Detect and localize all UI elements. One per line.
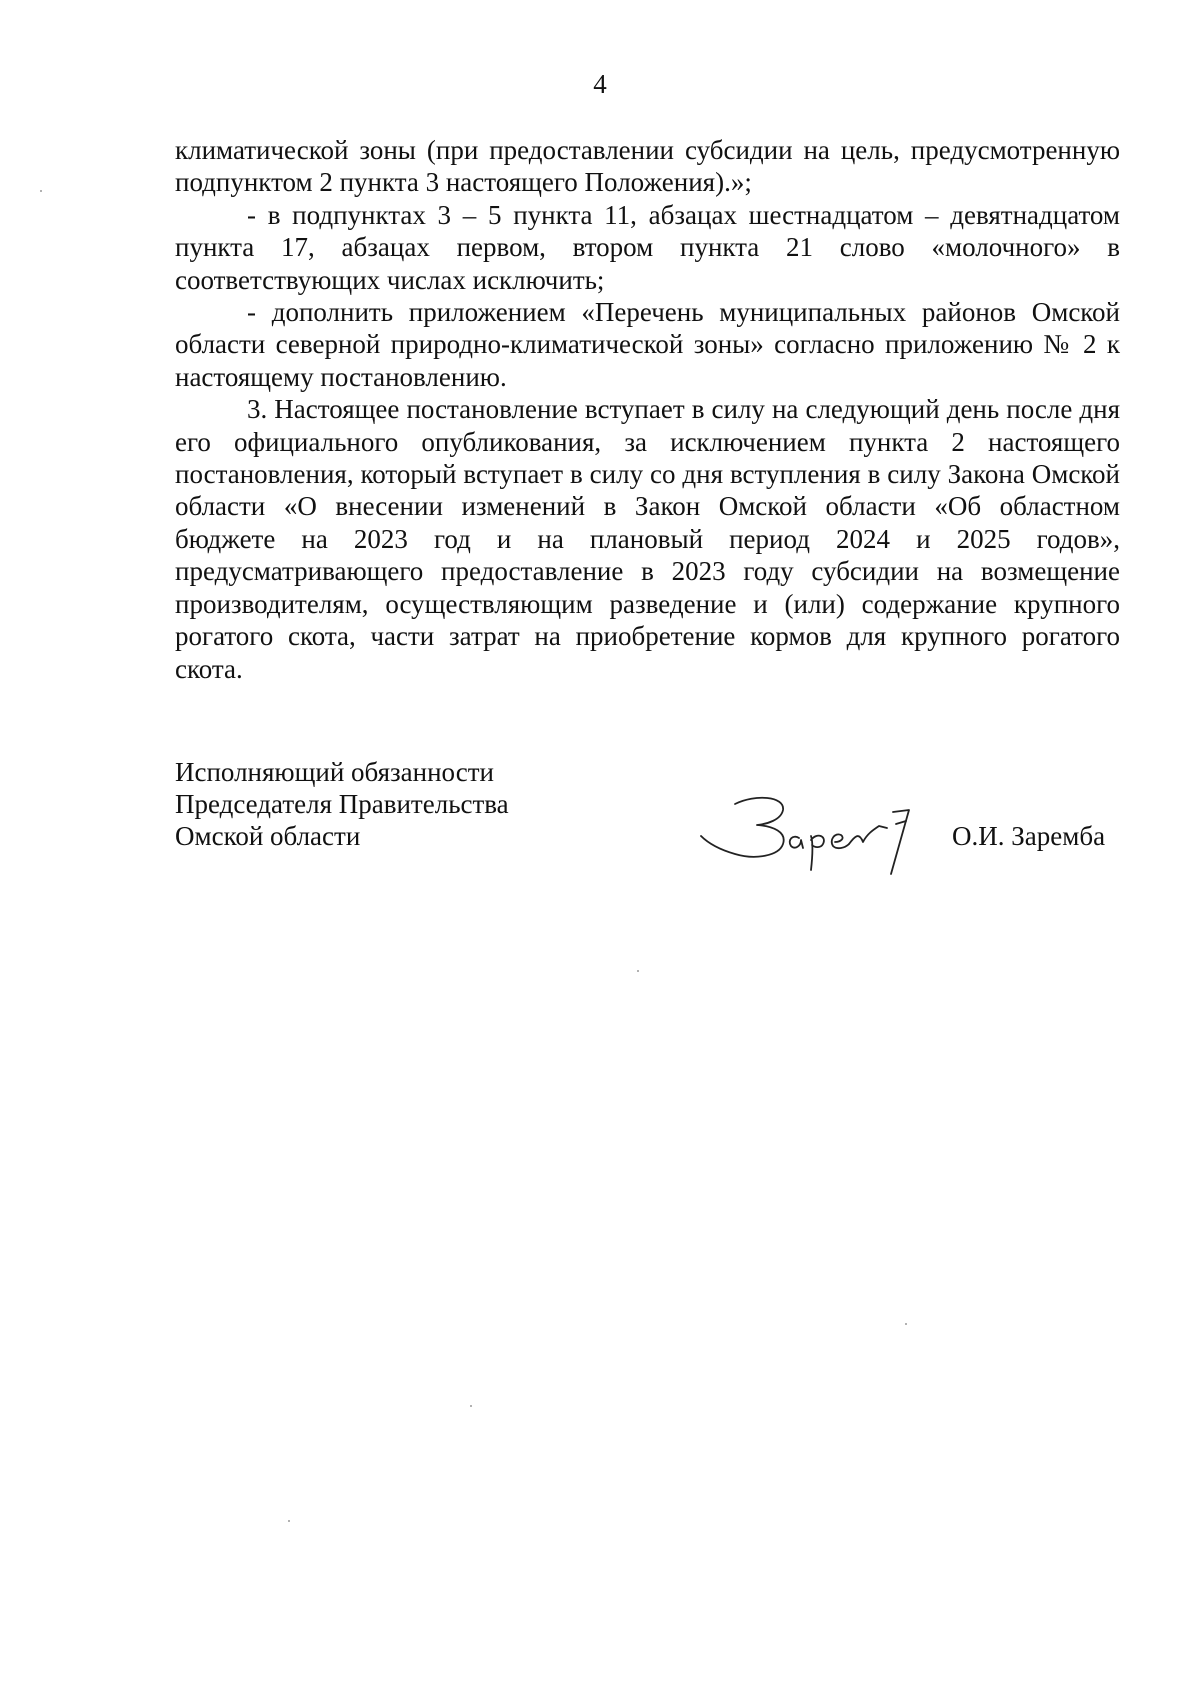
position-line: Председателя Правительства [175, 789, 509, 819]
paragraph-amendment-1: - в подпунктах 3 – 5 пункта 11, абзацах шестнадцатом – девятнадцатом пункта 17, абзацах первом, втором пункта 21 слово «молочного» в соответствующих числах исключить; [175, 199, 1120, 295]
paragraph-continuation: климатической зоны (при предоставлении субсидии на цель, предусмотренную подпунктом 2 пункта 3 настоящего Положения).»; [175, 135, 1120, 198]
scan-speck [40, 190, 42, 192]
signer-name: О.И. Заремба [952, 821, 1106, 851]
scan-speck [637, 970, 639, 972]
handwritten-signature [695, 790, 935, 900]
scan-speck [905, 1323, 907, 1325]
position-line: Омской области [175, 821, 361, 851]
position-line: Исполняющий обязанности [175, 757, 494, 787]
scan-speck [288, 1520, 290, 1522]
scan-speck [470, 1405, 472, 1407]
paragraph-effective-date: 3. Настоящее постановление вступает в силу на следующий день после дня его официального опубликования, за исключением пункта 2 настоящего постановления, который вступает в силу со дня вступления в силу Закона Омской области «О внесении изменений в Закон Омской области «Об областном бюджете на 2023 год и на плановый период 2024 и 2025 годов», предусматривающего предоставление в 2023 году субсидии на возмещение производителям, осуществляющим разведение и (или) содержание крупного рогатого скота, части затрат на приобретение кормов для крупного рогатого скота. [175, 394, 1120, 684]
document-body [175, 134, 1120, 685]
page-number: 4 [593, 69, 607, 99]
signatory-position [175, 756, 509, 852]
paragraph-amendment-2: - дополнить приложением «Перечень муниципальных районов Омской области северной природно-климатической зоны» согласно приложению № 2 к настоящему постановлению. [175, 297, 1120, 392]
